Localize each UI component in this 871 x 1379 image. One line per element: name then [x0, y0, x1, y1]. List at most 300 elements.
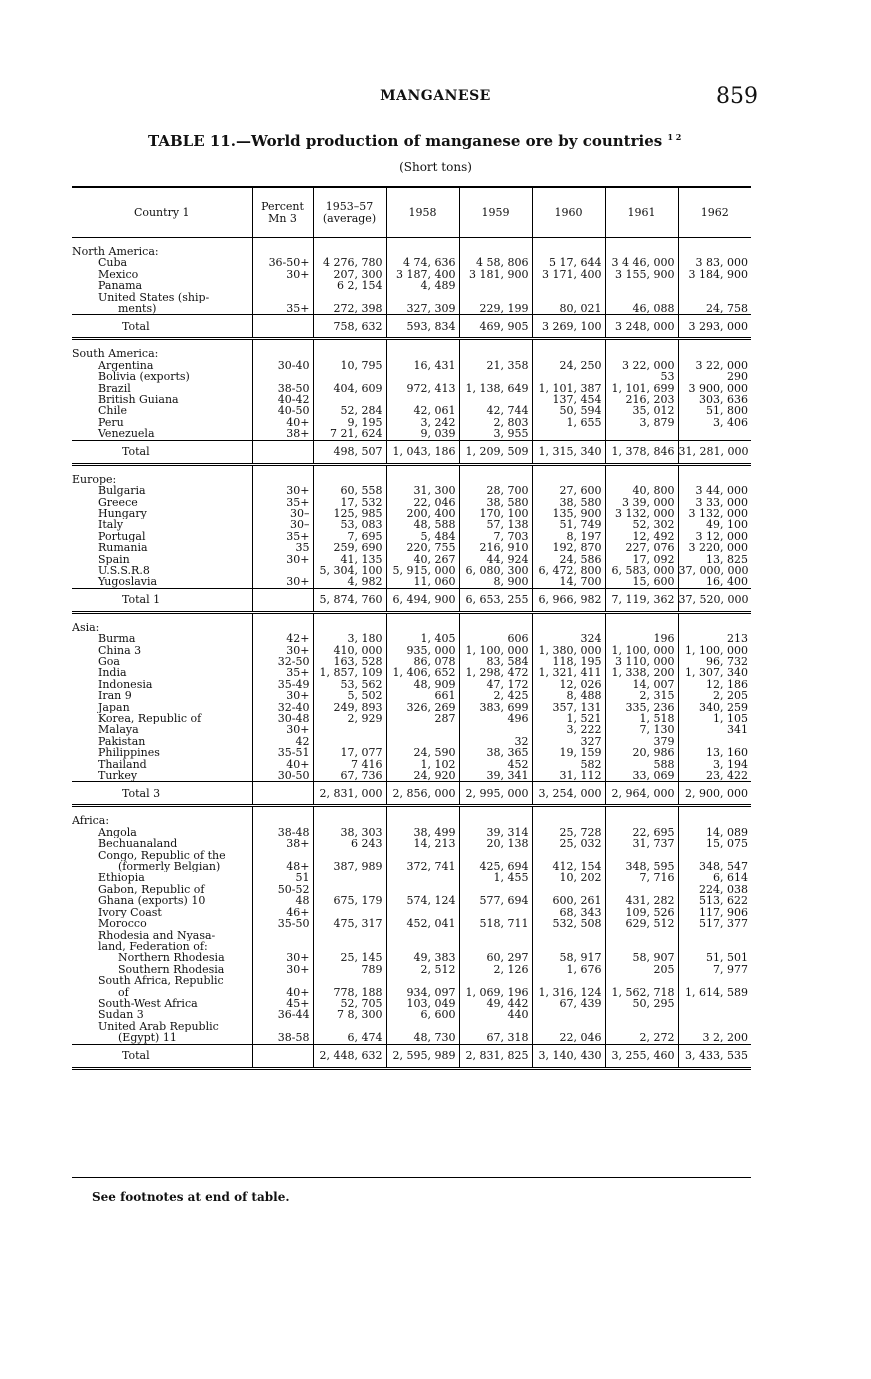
value-cell: 3 83, 000	[678, 257, 751, 268]
value-cell	[605, 428, 678, 440]
value-cell: 327	[532, 736, 605, 747]
spacer-cell	[678, 806, 751, 816]
table-row	[72, 941, 751, 952]
value-cell: 3 187, 400	[386, 269, 459, 280]
value-cell: 1, 518	[605, 713, 678, 724]
empty-cell	[678, 474, 751, 485]
value-cell: 216, 203	[605, 394, 678, 405]
country-cell: Ghana (exports) 10	[98, 895, 206, 907]
value-cell: 51, 501	[678, 952, 751, 963]
table-row	[72, 759, 751, 770]
empty-cell	[252, 246, 313, 257]
empty-cell	[313, 246, 386, 257]
value-cell	[532, 1009, 605, 1020]
value-cell	[678, 292, 751, 303]
value-cell: 2, 856, 000	[386, 782, 459, 806]
value-cell: 38, 303	[313, 827, 386, 838]
value-cell: 53	[605, 371, 678, 382]
spacer-cell	[386, 339, 459, 349]
value-cell: 35	[252, 542, 313, 553]
value-cell: 410, 000	[313, 645, 386, 656]
value-cell: 3 44, 000	[678, 485, 751, 496]
value-cell: 3 22, 000	[678, 360, 751, 371]
value-cell: 30+	[252, 724, 313, 735]
table-row	[72, 280, 751, 291]
value-cell: 52, 284	[313, 405, 386, 416]
table-row	[72, 394, 751, 405]
country-cell: China 3	[98, 644, 142, 656]
value-cell: 24, 586	[532, 554, 605, 565]
value-cell: 40, 800	[605, 485, 678, 496]
value-cell: 51, 800	[678, 405, 751, 416]
value-cell: 103, 049	[386, 998, 459, 1009]
value-cell: 31, 112	[532, 770, 605, 782]
value-cell	[313, 292, 386, 303]
country-cell: Total	[72, 440, 252, 464]
value-cell: 48, 909	[386, 679, 459, 690]
value-cell: 3 110, 000	[605, 656, 678, 667]
country-cell: Greece	[98, 496, 138, 508]
spacer-cell	[72, 238, 252, 247]
column-header: 1960	[532, 187, 605, 238]
table-row	[72, 872, 751, 883]
country-cell: Philippines	[98, 747, 160, 759]
total-row	[72, 588, 751, 612]
empty-cell	[313, 622, 386, 633]
value-cell: 259, 690	[313, 542, 386, 553]
value-cell: 3 2, 200	[678, 1032, 751, 1044]
spacer-cell	[532, 464, 605, 474]
value-cell: 12, 186	[678, 679, 751, 690]
value-cell: 8, 488	[532, 690, 605, 701]
table-body	[72, 238, 751, 1069]
country-cell: United States (ship-	[98, 291, 210, 304]
value-cell: 14, 213	[386, 838, 459, 849]
spacer-cell	[532, 806, 605, 816]
empty-cell	[459, 348, 532, 359]
value-cell: 22, 695	[605, 827, 678, 838]
value-cell	[386, 371, 459, 382]
value-cell: 348, 595	[605, 861, 678, 872]
country-cell: land, Federation of:	[98, 940, 208, 953]
value-cell: 30+	[252, 576, 313, 588]
table-row	[72, 998, 751, 1009]
value-cell: 96, 732	[678, 656, 751, 667]
value-cell: 3, 180	[313, 633, 386, 644]
value-cell: 7, 130	[605, 724, 678, 735]
value-cell: 14, 700	[532, 576, 605, 588]
value-cell: 32-40	[252, 702, 313, 713]
table-row	[72, 417, 751, 428]
value-cell: 30+	[252, 269, 313, 280]
value-cell	[605, 884, 678, 895]
empty-cell	[252, 622, 313, 633]
value-cell: 48	[252, 895, 313, 906]
value-cell: 7 8, 300	[313, 1009, 386, 1020]
value-cell: 52, 302	[605, 519, 678, 530]
value-cell: 4 276, 780	[313, 257, 386, 268]
value-cell: 8, 900	[459, 576, 532, 588]
country-cell: Portugal	[98, 530, 146, 543]
country-cell: Morocco	[98, 918, 147, 930]
value-cell: 200, 400	[386, 508, 459, 519]
country-cell: Bolivia (exports)	[98, 371, 190, 383]
value-cell: 290	[678, 371, 751, 382]
value-cell: 431, 282	[605, 895, 678, 906]
value-cell: 3 132, 000	[605, 508, 678, 519]
value-cell	[532, 280, 605, 291]
value-cell: 2, 126	[459, 964, 532, 975]
value-cell: 86, 078	[386, 656, 459, 667]
value-cell	[605, 280, 678, 291]
value-cell: 48, 588	[386, 519, 459, 530]
country-cell: Total 1	[72, 588, 252, 612]
country-cell: Peru	[98, 416, 124, 429]
value-cell: 340, 259	[678, 702, 751, 713]
region-name: Asia:	[72, 621, 100, 634]
value-cell: 3, 879	[605, 417, 678, 428]
empty-cell	[252, 474, 313, 485]
value-cell: 2, 964, 000	[605, 782, 678, 806]
value-cell: 4 74, 636	[386, 257, 459, 268]
value-cell: 3, 140, 430	[532, 1044, 605, 1068]
value-cell: 475, 317	[313, 918, 386, 929]
value-cell	[605, 1009, 678, 1020]
value-cell: 22, 046	[532, 1032, 605, 1044]
country-cell: Southern Rhodesia	[118, 963, 225, 976]
value-cell: 1, 562, 718	[605, 987, 678, 998]
table-row	[72, 724, 751, 735]
value-cell: 1, 405	[386, 633, 459, 644]
value-cell: 58, 917	[532, 952, 605, 963]
value-cell: 412, 154	[532, 861, 605, 872]
empty-cell	[313, 815, 386, 826]
value-cell: 7, 716	[605, 872, 678, 883]
value-cell: 1, 676	[532, 964, 605, 975]
value-cell: 30+	[252, 964, 313, 975]
value-cell: 1, 100, 000	[678, 645, 751, 656]
value-cell	[459, 941, 532, 952]
value-cell: 6, 583, 000	[605, 565, 678, 576]
country-cell: ments)	[118, 303, 157, 315]
value-cell	[532, 292, 605, 303]
value-cell: 7, 703	[459, 531, 532, 542]
value-cell: 207, 300	[313, 269, 386, 280]
spacer-cell	[605, 339, 678, 349]
spacer-cell	[72, 464, 252, 474]
value-cell: 272, 398	[313, 303, 386, 315]
value-cell: 20, 138	[459, 838, 532, 849]
country-cell: Angola	[98, 826, 137, 839]
spacer-row	[72, 464, 751, 474]
spacer-cell	[72, 612, 252, 622]
value-cell: 3 155, 900	[605, 269, 678, 280]
value-cell: 68, 343	[532, 907, 605, 918]
spacer-cell	[252, 238, 313, 247]
value-cell: 6, 966, 982	[532, 588, 605, 612]
value-cell	[459, 850, 532, 861]
empty-cell	[459, 622, 532, 633]
region-name: Africa:	[72, 815, 110, 827]
country-cell: Spain	[98, 553, 130, 565]
region-name: Europe:	[72, 473, 117, 486]
value-cell	[678, 428, 751, 440]
country-cell: Goa	[98, 655, 120, 668]
value-cell: 37, 520, 000	[678, 588, 751, 612]
empty-cell	[386, 246, 459, 257]
value-cell: 3 184, 900	[678, 269, 751, 280]
value-cell: 3, 406	[678, 417, 751, 428]
value-cell	[313, 736, 386, 747]
value-cell: 51, 749	[532, 519, 605, 530]
value-cell: 39, 341	[459, 770, 532, 782]
value-cell: 5, 874, 760	[313, 588, 386, 612]
value-cell: 216, 910	[459, 542, 532, 553]
value-cell: 1, 316, 124	[532, 987, 605, 998]
country-cell: Italy	[98, 519, 124, 531]
table-row	[72, 964, 751, 975]
value-cell: 3 900, 000	[678, 383, 751, 394]
value-cell: 12, 026	[532, 679, 605, 690]
country-cell: Ethiopia	[98, 872, 145, 884]
table-row	[72, 405, 751, 416]
value-cell: 3 22, 000	[605, 360, 678, 371]
country-cell: Argentina	[98, 359, 154, 372]
empty-cell	[532, 622, 605, 633]
region-header-row	[72, 246, 751, 257]
value-cell: 469, 905	[459, 315, 532, 339]
value-cell: 118, 195	[532, 656, 605, 667]
value-cell	[313, 872, 386, 883]
value-cell: 10, 202	[532, 872, 605, 883]
country-cell: Hungary	[98, 507, 147, 520]
value-cell: 6, 653, 255	[459, 588, 532, 612]
value-cell: 30-40	[252, 360, 313, 371]
country-cell: Brazil	[98, 382, 131, 395]
empty-cell	[678, 622, 751, 633]
value-cell	[252, 930, 313, 941]
value-cell	[252, 941, 313, 952]
value-cell: 31, 737	[605, 838, 678, 849]
value-cell: 387, 989	[313, 861, 386, 872]
value-cell: 3 4 46, 000	[605, 257, 678, 268]
country-cell: Thailand	[98, 758, 147, 771]
value-cell	[252, 1021, 313, 1032]
table-row	[72, 542, 751, 553]
region-header-row	[72, 622, 751, 633]
empty-cell	[386, 815, 459, 826]
value-cell: 30-48	[252, 713, 313, 724]
value-cell: 205	[605, 964, 678, 975]
table-row	[72, 371, 751, 382]
value-cell: 3 269, 100	[532, 315, 605, 339]
value-cell	[459, 975, 532, 986]
value-cell: 3, 255, 460	[605, 1044, 678, 1068]
table-title	[148, 132, 681, 150]
value-cell: 49, 383	[386, 952, 459, 963]
value-cell: 163, 528	[313, 656, 386, 667]
value-cell	[678, 280, 751, 291]
empty-cell	[252, 348, 313, 359]
table-row	[72, 656, 751, 667]
country-cell: Chile	[98, 405, 128, 417]
spacer-cell	[252, 464, 313, 474]
value-cell	[532, 1021, 605, 1032]
value-cell	[678, 1021, 751, 1032]
value-cell: 661	[386, 690, 459, 701]
value-cell: 1, 102	[386, 759, 459, 770]
spacer-cell	[313, 464, 386, 474]
value-cell	[252, 371, 313, 382]
table-row	[72, 1009, 751, 1020]
empty-cell	[313, 348, 386, 359]
value-cell	[386, 872, 459, 883]
value-cell: 17, 077	[313, 747, 386, 758]
value-cell: 38-58	[252, 1032, 313, 1044]
spacer-cell	[313, 238, 386, 247]
value-cell: 46+	[252, 907, 313, 918]
value-cell: 3 39, 000	[605, 497, 678, 508]
value-cell: 6, 472, 800	[532, 565, 605, 576]
value-cell: 972, 413	[386, 383, 459, 394]
value-cell	[252, 850, 313, 861]
spacer-row	[72, 339, 751, 349]
value-cell: 7 21, 624	[313, 428, 386, 440]
spacer-cell	[252, 339, 313, 349]
value-cell: 2, 803	[459, 417, 532, 428]
value-cell: 10, 795	[313, 360, 386, 371]
total-row	[72, 782, 751, 806]
table-row	[72, 679, 751, 690]
value-cell: 6, 474	[313, 1032, 386, 1044]
value-cell: 60, 297	[459, 952, 532, 963]
value-cell	[313, 975, 386, 986]
value-cell: 3 293, 000	[678, 315, 751, 339]
value-cell: 9, 039	[386, 428, 459, 440]
value-cell: 25, 728	[532, 827, 605, 838]
country-cell: Japan	[98, 701, 130, 713]
empty-cell	[386, 348, 459, 359]
value-cell: 5 17, 644	[532, 257, 605, 268]
spacer-cell	[252, 612, 313, 622]
value-cell: 2, 425	[459, 690, 532, 701]
value-cell	[532, 941, 605, 952]
value-cell: 42, 061	[386, 405, 459, 416]
footnote-reference: See footnotes at end of table.	[92, 1190, 290, 1204]
value-cell: 6, 614	[678, 872, 751, 883]
value-cell	[386, 292, 459, 303]
value-cell: 67, 439	[532, 998, 605, 1009]
value-cell	[252, 440, 313, 464]
value-cell: 348, 547	[678, 861, 751, 872]
value-cell: 1, 101, 699	[605, 383, 678, 394]
value-cell: 38-48	[252, 827, 313, 838]
value-cell: 31, 300	[386, 485, 459, 496]
value-cell	[532, 975, 605, 986]
value-cell: 249, 893	[313, 702, 386, 713]
value-cell: 2, 448, 632	[313, 1044, 386, 1068]
value-cell: 170, 100	[459, 508, 532, 519]
value-cell: 1, 043, 186	[386, 440, 459, 464]
value-cell: 40-42	[252, 394, 313, 405]
value-cell: 934, 097	[386, 987, 459, 998]
empty-cell	[252, 815, 313, 826]
value-cell: 357, 131	[532, 702, 605, 713]
country-cell: India	[98, 667, 127, 679]
value-cell	[459, 394, 532, 405]
value-cell: 11, 060	[386, 576, 459, 588]
value-cell: 213	[678, 633, 751, 644]
value-cell	[459, 930, 532, 941]
value-cell	[605, 292, 678, 303]
value-cell: 383, 699	[459, 702, 532, 713]
value-cell: 135, 900	[532, 508, 605, 519]
value-cell: 1, 655	[532, 417, 605, 428]
value-cell: 30–	[252, 519, 313, 530]
spacer-cell	[313, 806, 386, 816]
country-cell: Total	[72, 315, 252, 339]
empty-cell	[605, 246, 678, 257]
value-cell: 2, 929	[313, 713, 386, 724]
value-cell: 513, 622	[678, 895, 751, 906]
table-row	[72, 497, 751, 508]
value-cell: 3 181, 900	[459, 269, 532, 280]
value-cell: 24, 590	[386, 747, 459, 758]
value-cell: 7, 119, 362	[605, 588, 678, 612]
value-cell: 2, 205	[678, 690, 751, 701]
header-row	[72, 187, 751, 238]
value-cell: 588	[605, 759, 678, 770]
country-cell: Rhodesia and Nyasa-	[98, 929, 216, 941]
value-cell: 35, 012	[605, 405, 678, 416]
value-cell: 1, 209, 509	[459, 440, 532, 464]
value-cell	[532, 884, 605, 895]
value-cell	[459, 292, 532, 303]
value-cell: 1, 105	[678, 713, 751, 724]
country-cell: Malaya	[98, 724, 139, 736]
value-cell: 778, 188	[313, 987, 386, 998]
value-cell: 606	[459, 633, 532, 644]
page-number: 859	[716, 84, 758, 109]
value-cell	[252, 1044, 313, 1068]
value-cell	[386, 850, 459, 861]
table-row	[72, 269, 751, 280]
value-cell: 229, 199	[459, 303, 532, 315]
spacer-cell	[313, 612, 386, 622]
table-row	[72, 770, 751, 782]
value-cell: 1, 455	[459, 872, 532, 883]
value-cell: 404, 609	[313, 383, 386, 394]
total-row	[72, 1044, 751, 1068]
spacer-row	[72, 806, 751, 816]
value-cell: 35-51	[252, 747, 313, 758]
value-cell: 30–	[252, 508, 313, 519]
value-cell	[532, 930, 605, 941]
value-cell: 44, 924	[459, 554, 532, 565]
value-cell	[313, 1021, 386, 1032]
country-cell: (formerly Belgian)	[118, 861, 221, 873]
value-cell	[678, 998, 751, 1009]
value-cell: 4 58, 806	[459, 257, 532, 268]
value-cell: 582	[532, 759, 605, 770]
value-cell	[252, 975, 313, 986]
value-cell: 31, 281, 000	[678, 440, 751, 464]
value-cell: 38, 580	[532, 497, 605, 508]
value-cell: 49, 442	[459, 998, 532, 1009]
table-row	[72, 702, 751, 713]
region-header-row	[72, 348, 751, 359]
value-cell: 21, 358	[459, 360, 532, 371]
